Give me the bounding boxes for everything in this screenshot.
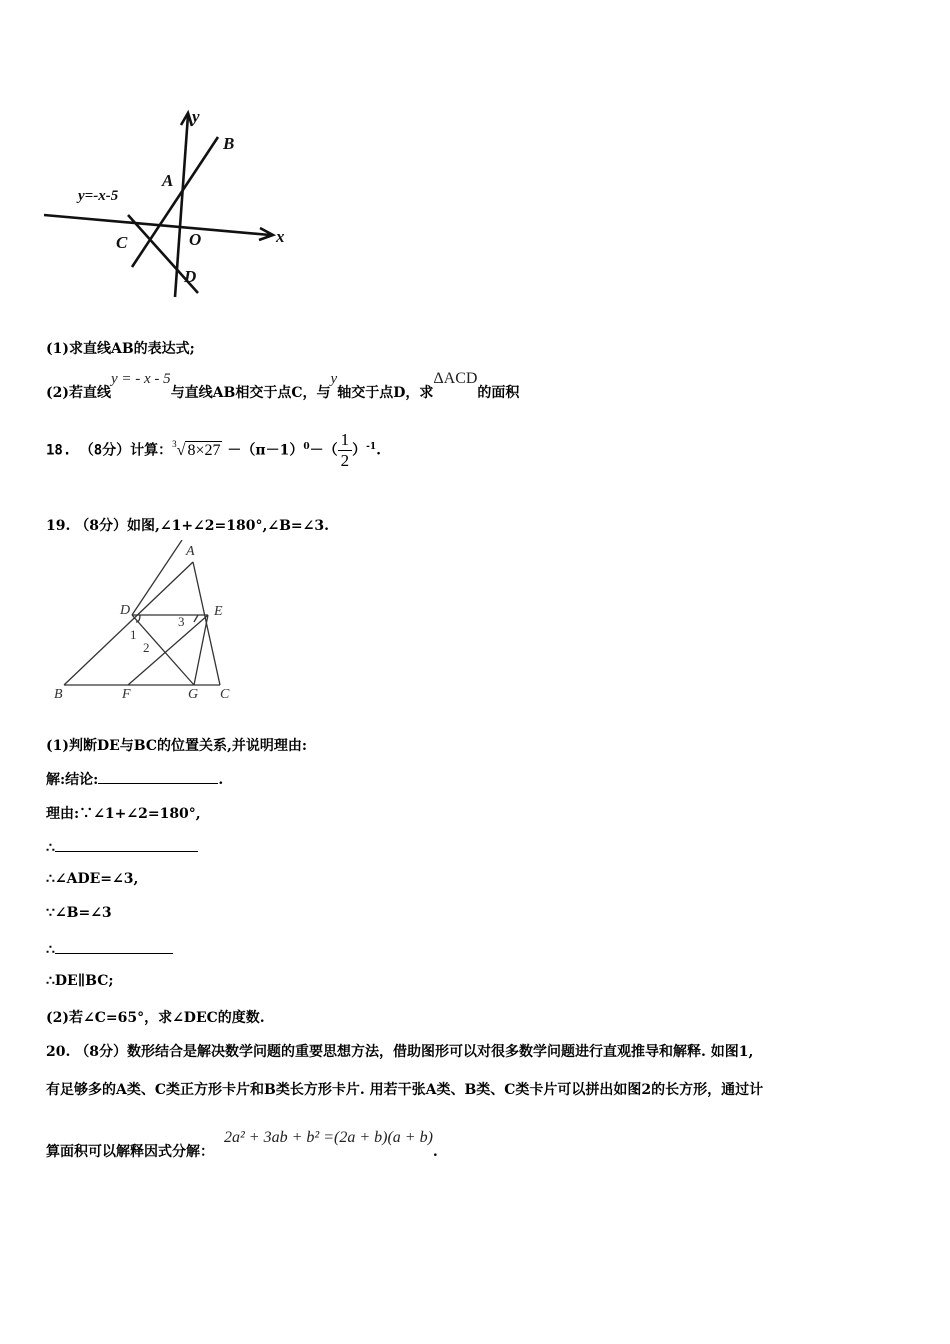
q20-line1: 20. （8分）数形结合是解决数学问题的重要思想方法，借助图形可以对很多数学问题进行直观推导和解释. 如图1, (46, 1044, 754, 1060)
q17-part1: (1)求直线AB的表达式; (46, 341, 195, 357)
q19-step-parallel: ∴DE∥BC; (46, 973, 114, 989)
answer-blank-1[interactable] (98, 769, 218, 784)
segment-df (132, 540, 182, 615)
q20-formula: 2a² + 3ab + b² =(2a + b)(a + b) (224, 1129, 433, 1146)
fig-label-a: A (186, 544, 195, 559)
q19-step-reason: 理由:∵∠1+∠2=180°, (46, 806, 201, 822)
fig-label-c: C (220, 687, 230, 702)
coordinate-figure (40, 105, 310, 305)
label-b: B (223, 134, 235, 153)
line-ab (132, 137, 218, 267)
fig-label-e: E (214, 604, 223, 619)
fig-angle-3: 3 (178, 614, 185, 629)
answer-blank-2[interactable] (55, 837, 198, 852)
fig-label-d: D (120, 603, 131, 618)
q19-step-b3: ∵∠B=∠3 (46, 905, 112, 921)
q20-line2: 有足够多的A类、C类正方形卡片和B类长方形卡片. 用若干张A类、B类、C类卡片可以拼出如图2的长方形，通过计 (46, 1082, 764, 1098)
q19-head: 19. （8分）如图,∠1+∠2=180°,∠B=∠3. (46, 518, 329, 534)
segment-ab (64, 562, 193, 685)
label-c: C (116, 233, 128, 252)
triangle-figure (48, 540, 248, 705)
q19-part1: (1)判断DE与BC的位置关系,并说明理由: (46, 738, 308, 754)
q17-equation: y = - x - 5 (111, 371, 171, 387)
label-o: O (189, 230, 202, 249)
q17-part2: (2)若直线y = - x - 5与直线AB相交于点C，与y轴交于点D，求ΔACD的面积 (46, 370, 520, 401)
fig-label-g: G (188, 687, 199, 702)
label-y: y (192, 107, 200, 126)
q18: 18. （8分）计算：$^3$√ $8\times 27 -(\pi-1)^0-$（ $\frac{1}{2}$ ）$^{-1}$. (46, 430, 381, 470)
angle-arc-3 (194, 615, 198, 622)
label-a: A (162, 171, 174, 190)
fig-label-f: F (122, 687, 131, 702)
fraction-half: $\frac{1}{2}$ (338, 430, 353, 471)
q17-y: y (330, 371, 338, 387)
fig-angle-1: 1 (130, 627, 137, 642)
line-equation-label: y=-x-5 (78, 188, 119, 204)
fig-angle-2: 2 (143, 640, 150, 655)
x-axis (44, 215, 270, 235)
q19-step-therefore-1: ∴ (46, 837, 198, 856)
cube-root: $^3$√ 8×27 (172, 438, 221, 459)
q17-triangle: ΔACD (433, 370, 478, 387)
answer-blank-3[interactable] (55, 939, 173, 954)
q19-part2: (2)若∠C=65°，求∠DEC的度数. (46, 1010, 265, 1026)
label-x: x (276, 227, 285, 246)
q19-step-ade: ∴∠ADE=∠3, (46, 871, 139, 887)
q19-step-therefore-2: ∴ (46, 939, 173, 958)
fig-label-b: B (54, 687, 63, 702)
label-d: D (184, 267, 197, 286)
segment-dg (132, 615, 194, 685)
q19-step-conclusion: 解:结论: . (46, 769, 223, 789)
q20-line3: 算面积可以解释因式分解：2a² + 3ab + b² =(2a + b)(a + b). (46, 1129, 438, 1160)
